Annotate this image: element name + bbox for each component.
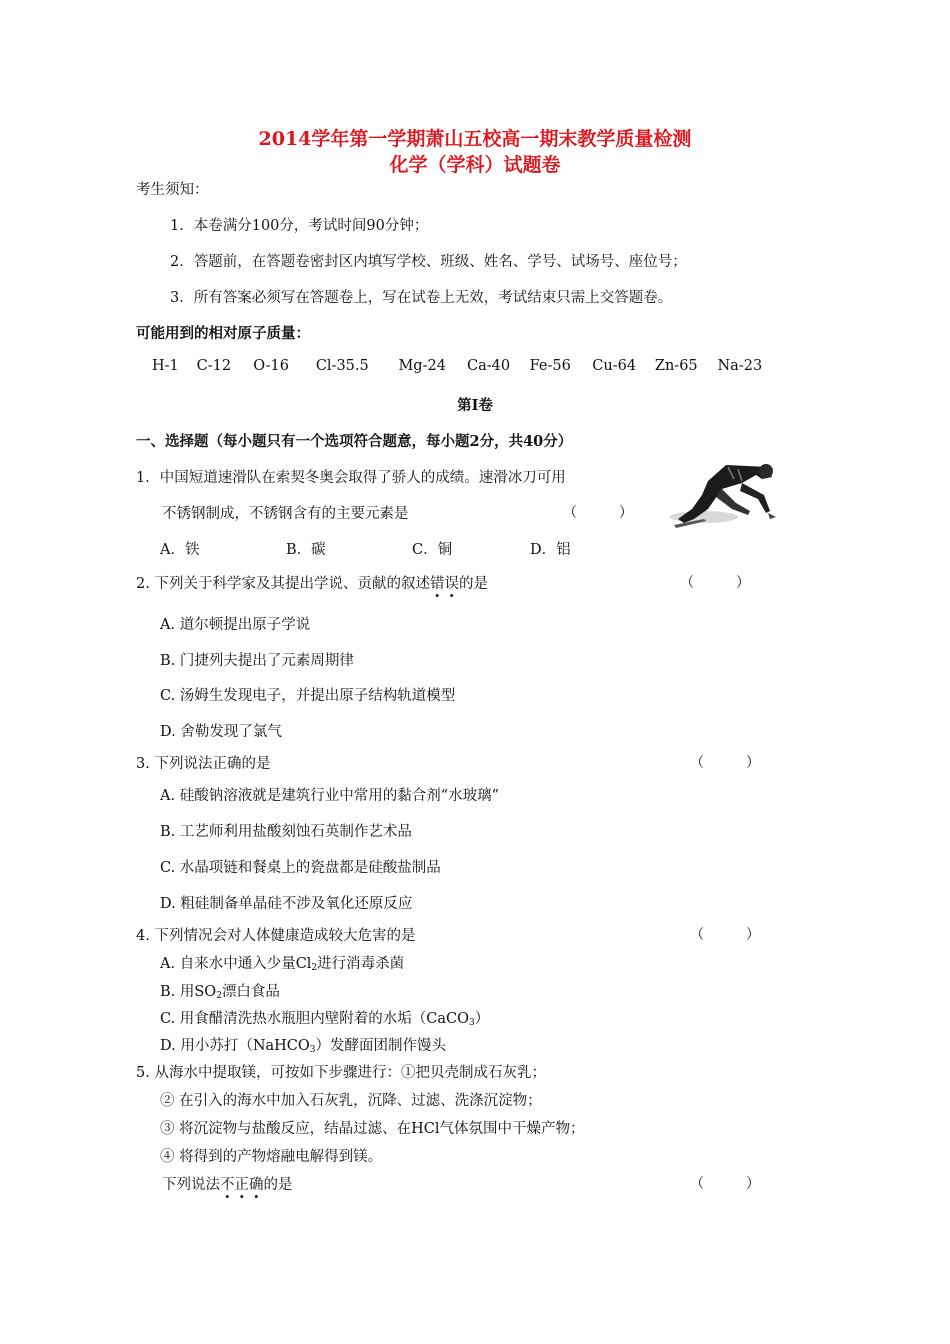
atomic-mass-item: Cu-64 — [592, 358, 637, 374]
notice-item-3: 3．所有答案必须写在答题卷上，写在试卷上无效，考试结束只需上交答题卷。 — [170, 290, 673, 306]
q5-answer-paren: （ ） — [690, 1176, 760, 1192]
q3-option-d: D. 粗硅制备单晶硅不涉及氧化还原反应 — [160, 896, 413, 912]
volume-title: 第Ⅰ卷 — [457, 397, 493, 414]
atomic-mass-item: Cl-35.5 — [315, 358, 369, 374]
atomic-mass-item: Na-23 — [717, 358, 763, 374]
q2-emphasis: 误 — [444, 576, 459, 592]
q1-option-d: D．铝 — [530, 542, 571, 558]
q3-option-c: C. 水晶项链和餐桌上的瓷盘都是硅酸盐制品 — [160, 860, 441, 876]
atomic-mass-item: Fe-56 — [529, 358, 571, 374]
part-heading: 一、选择题（每小题只有一个选项符合题意，每小题2分，共40分） — [136, 433, 573, 450]
q5-emphasis: 正 — [234, 1177, 249, 1193]
q1-answer-paren: （ ） — [563, 505, 633, 521]
q5-line1: 5. 从海水中提取镁，可按如下步骤进行：①把贝壳制成石灰乳； — [136, 1065, 546, 1081]
q2-option-c: C. 汤姆生发现电子，并提出原子结构轨道模型 — [160, 688, 456, 704]
q4-option-b: B. 用$SO_2$漂白食品 — [160, 984, 280, 1001]
q5-line3: ③ 将沉淀物与盐酸反应，结晶过滤、在HCl气体氛围中干燥产物； — [160, 1121, 585, 1137]
q3-stem: 3. 下列说法正确的是 — [136, 756, 271, 772]
q2-stem-text: 2. 下列关于科学家及其提出学说、贡献的叙述 — [136, 576, 430, 592]
q2-answer-paren: （ ） — [680, 575, 750, 591]
q4-option-d: D. 用小苏打（NaHCO$_3$）发酵面团制作馒头 — [160, 1038, 447, 1055]
q3-option-a: A. 硅酸钠溶液就是建筑行业中常用的黏合剂“水玻璃” — [160, 788, 500, 804]
q4-stem: 4. 下列情况会对人体健康造成较大危害的是 — [136, 928, 416, 944]
q2-option-b: B. 门捷列夫提出了元素周期律 — [160, 653, 354, 669]
q2-option-a: A. 道尔顿提出原子学说 — [160, 617, 311, 633]
q5-line4: ④ 将得到的产物熔融电解得到镁。 — [160, 1149, 383, 1165]
q2-stem-text: 的是 — [458, 576, 488, 592]
notice-item-2: 2．答题前，在答题卷密封区内填写学校、班级、姓名、学号、试场号、座位号； — [170, 254, 687, 270]
q2-option-d: D. 舍勒发现了氯气 — [160, 724, 282, 740]
q4-answer-paren: （ ） — [690, 927, 760, 943]
exam-subtitle: 化学（学科）试题卷 — [389, 154, 561, 176]
atomic-mass-heading: 可能用到的相对原子质量： — [136, 325, 310, 342]
notice-heading: 考生须知： — [136, 182, 209, 198]
q1-stem-line1: 1．中国短道速滑队在索契冬奥会取得了骄人的成绩。速滑冰刀可用 — [136, 470, 566, 486]
q5-stem-text: 的是 — [263, 1177, 293, 1193]
atomic-mass-item: H-1 — [152, 358, 179, 374]
speed-skater-image — [664, 459, 784, 531]
atomic-mass-item: Mg-24 — [398, 358, 446, 374]
atomic-mass-item: O-16 — [253, 358, 289, 374]
q1-stem-line2: 不锈钢制成，不锈钢含有的主要元素是 — [162, 506, 409, 522]
q5-stem-text: 下列说法 — [162, 1177, 220, 1193]
q5-emphasis: 不 — [220, 1177, 235, 1193]
notice-item-1: 1．本卷满分100分，考试时间90分钟； — [170, 218, 429, 234]
atomic-mass-item: Ca-40 — [467, 358, 511, 374]
q2-stem — [136, 572, 488, 593]
q4-option-c: C. 用食醋清洗热水瓶胆内壁附着的水垢（CaCO$_3$） — [160, 1011, 490, 1028]
q5-emphasis: 确 — [249, 1177, 264, 1193]
q4-option-a: A. 自来水中通入少量$Cl_2$进行消毒杀菌 — [160, 956, 405, 973]
q1-option-a: A．铁 — [160, 542, 200, 558]
q1-option-c: C．铜 — [412, 542, 453, 558]
q2-emphasis: 错 — [429, 576, 445, 592]
q3-option-b: B. 工艺师利用盐酸刻蚀石英制作艺术品 — [160, 824, 412, 840]
q5-stem — [162, 1173, 293, 1194]
atomic-mass-list — [152, 358, 762, 374]
q1-option-b: B．碳 — [286, 542, 326, 558]
atomic-mass-item: Zn-65 — [654, 358, 698, 374]
q5-line2: ② 在引入的海水中加入石灰乳，沉降、过滤、洗涤沉淀物； — [160, 1093, 542, 1109]
q3-answer-paren: （ ） — [690, 755, 760, 771]
exam-title: 2014学年第一学期萧山五校高一期末教学质量检测 — [258, 128, 692, 150]
atomic-mass-item: C-12 — [196, 358, 232, 374]
